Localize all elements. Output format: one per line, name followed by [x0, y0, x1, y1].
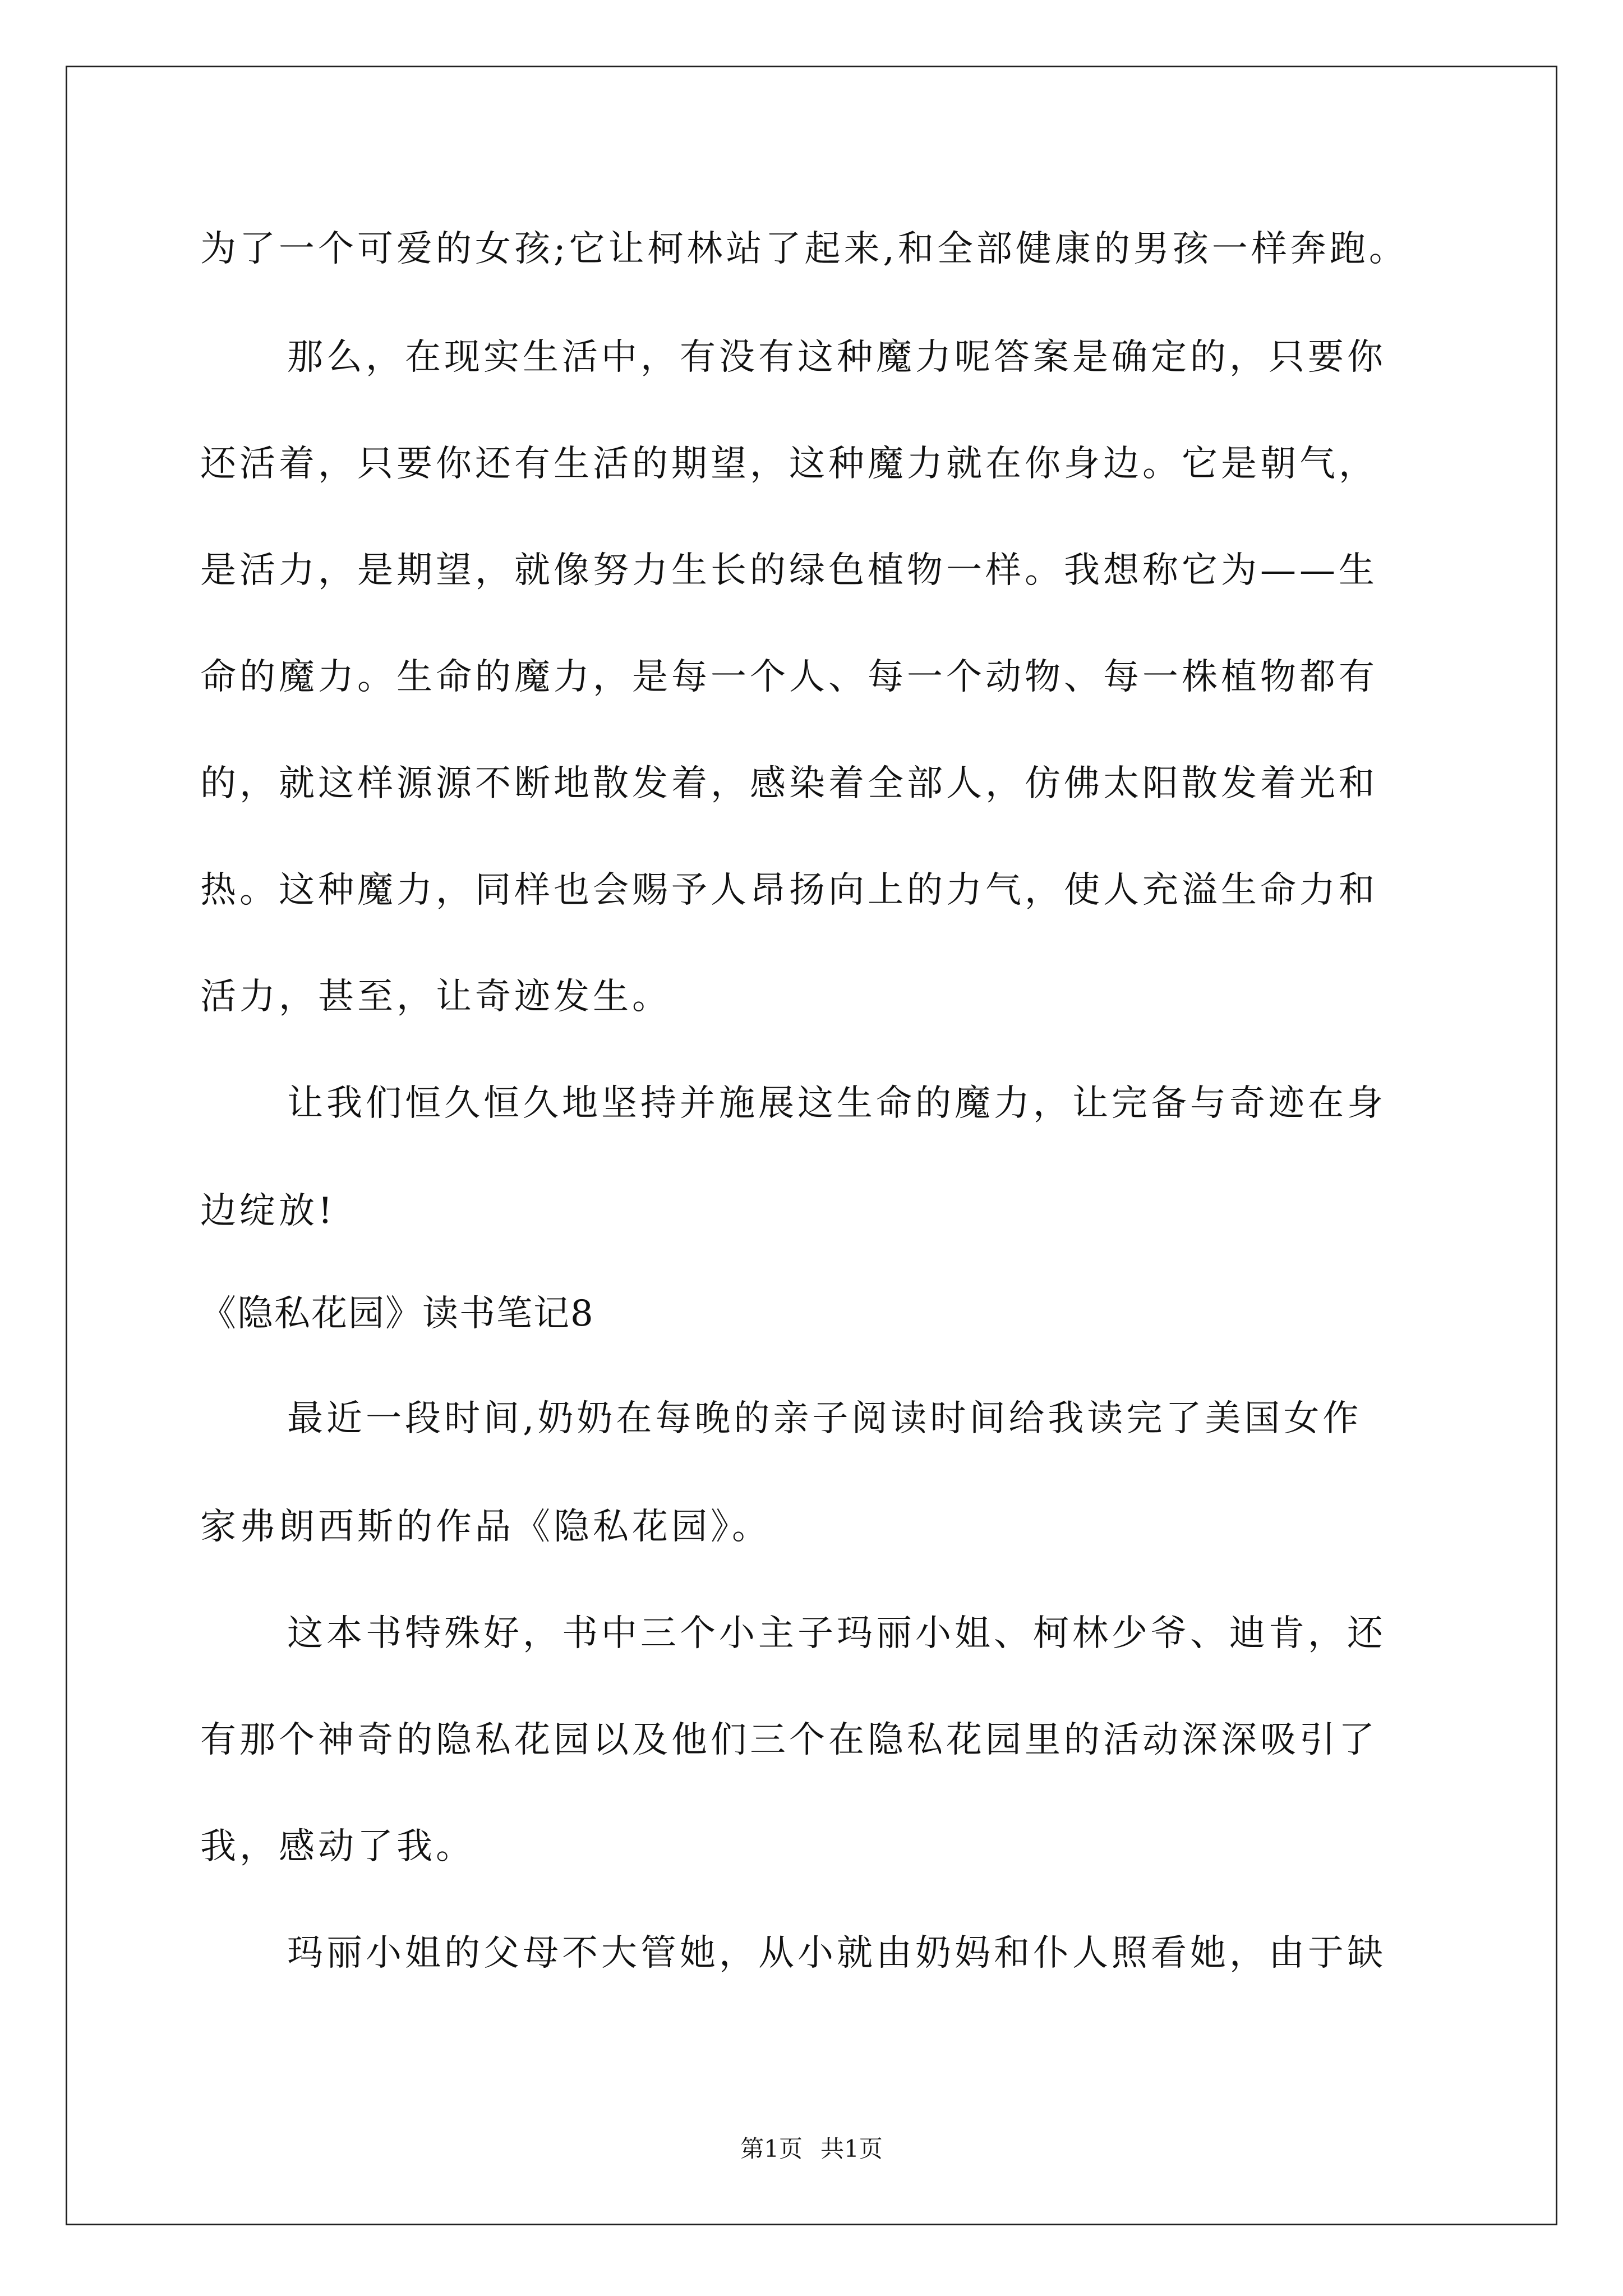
page-number: 第1页: [740, 2135, 803, 2162]
page-border: [66, 66, 1557, 2225]
text-line: 为了一个可爱的女孩;它让柯林站了起来,和全部健康的男孩一样奔跑。: [200, 228, 1408, 270]
text-line: 那么，在现实生活中，有没有这种魔力呢答案是确定的，只要你: [287, 337, 1386, 378]
text-line: 命的魔力。生命的魔力，是每一个人、每一个动物、每一株植物都有: [200, 656, 1378, 698]
text-line: 边绽放!: [200, 1190, 336, 1232]
text-line: 活力，甚至，让奇迹发生。: [200, 976, 671, 1018]
text-line: 我，感动了我。: [200, 1826, 475, 1867]
text-line: 这本书特殊好，书中三个小主子玛丽小姐、柯林少爷、迪肯，还: [287, 1613, 1386, 1654]
text-line: 最近一段时间,奶奶在每晚的亲子阅读时间给我读完了美国女作: [287, 1398, 1362, 1439]
page-footer: [0, 2131, 1623, 2164]
text-line: 有那个神奇的隐私花园以及他们三个在隐私花园里的活动深深吸引了: [200, 1719, 1378, 1761]
text-line: 的，就这样源源不断地散发着，感染着全部人，仿佛太阳散发着光和: [200, 763, 1378, 804]
text-line: 让我们恒久恒久地坚持并施展这生命的魔力，让完备与奇迹在身: [287, 1083, 1386, 1124]
text-line: 家弗朗西斯的作品《隐私花园》。: [200, 1506, 771, 1548]
section-title: 《隐私花园》读书笔记8: [200, 1293, 594, 1335]
text-line: 热。这种魔力，同样也会赐予人昂扬向上的力气，使人充溢生命力和: [200, 869, 1378, 911]
text-line: 还活着，只要你还有生活的期望，这种魔力就在你身边。它是朝气，: [200, 443, 1378, 485]
page-total: 共1页: [820, 2135, 883, 2162]
text-line: 是活力，是期望，就像努力生长的绿色植物一样。我想称它为——生: [200, 550, 1378, 591]
text-line: 玛丽小姐的父母不大管她，从小就由奶妈和仆人照看她，由于缺: [287, 1932, 1386, 1974]
